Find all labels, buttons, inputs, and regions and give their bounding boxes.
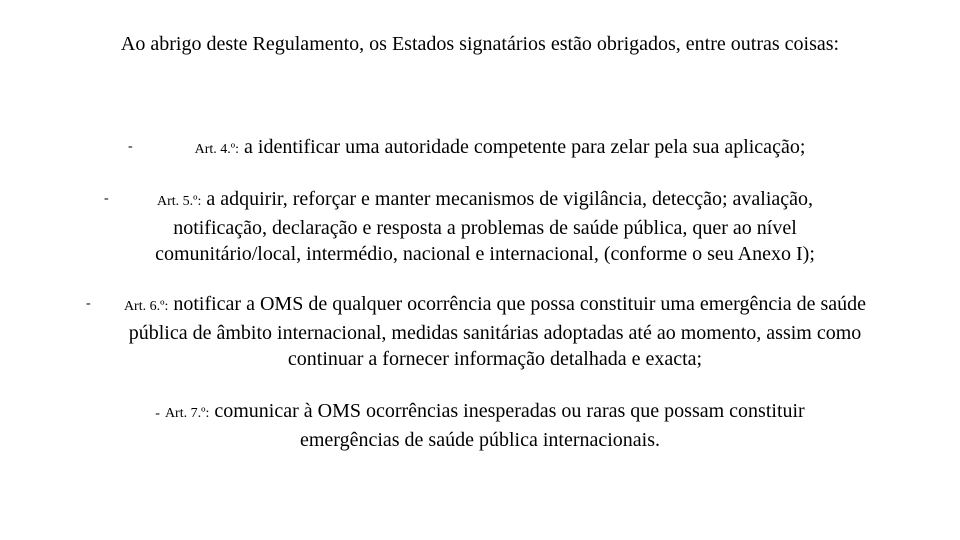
article-text: a identificar uma autoridade competente para zelar pela sua aplicação;	[244, 136, 806, 158]
article-reference: Art. 5.º:	[156, 194, 202, 209]
article-reference: Art. 7.º:	[164, 406, 210, 421]
article-reference: Art. 4.º:	[194, 142, 240, 157]
article-item-6	[95, 291, 895, 372]
article-text: comunicar à OMS ocorrências inesperadas ou raras que possam constituir emergências de saúde pública internacionais.	[214, 400, 805, 451]
article-item-5	[115, 186, 855, 267]
article-text: a adquirir, reforçar e manter mecanismos de vigilância, detecção; avaliação, notificação, declaração e resposta a problemas de saúde pública, quer ao nível comunitário/local, intermédio, nacional e internacional, (conforme o seu Anexo I);	[155, 188, 815, 265]
intro-heading: Ao abrigo deste Regulamento, os Estados signatários estão obrigados, entre outras coisas:	[120, 33, 840, 55]
bullet-dash: -	[128, 139, 133, 154]
article-reference: Art. 6.º:	[123, 299, 169, 314]
article-text: notificar a OMS de qualquer ocorrência que possa constituir uma emergência de saúde pública de âmbito internacional, medidas sanitárias adoptadas até ao momento, assim como continuar a fornecer informação detalhada e exacta;	[128, 293, 867, 370]
article-item-4	[140, 134, 860, 163]
bullet-dash: -	[155, 406, 160, 421]
bullet-dash: -	[104, 191, 109, 206]
bullet-dash: -	[86, 296, 91, 311]
article-item-7	[110, 398, 850, 453]
